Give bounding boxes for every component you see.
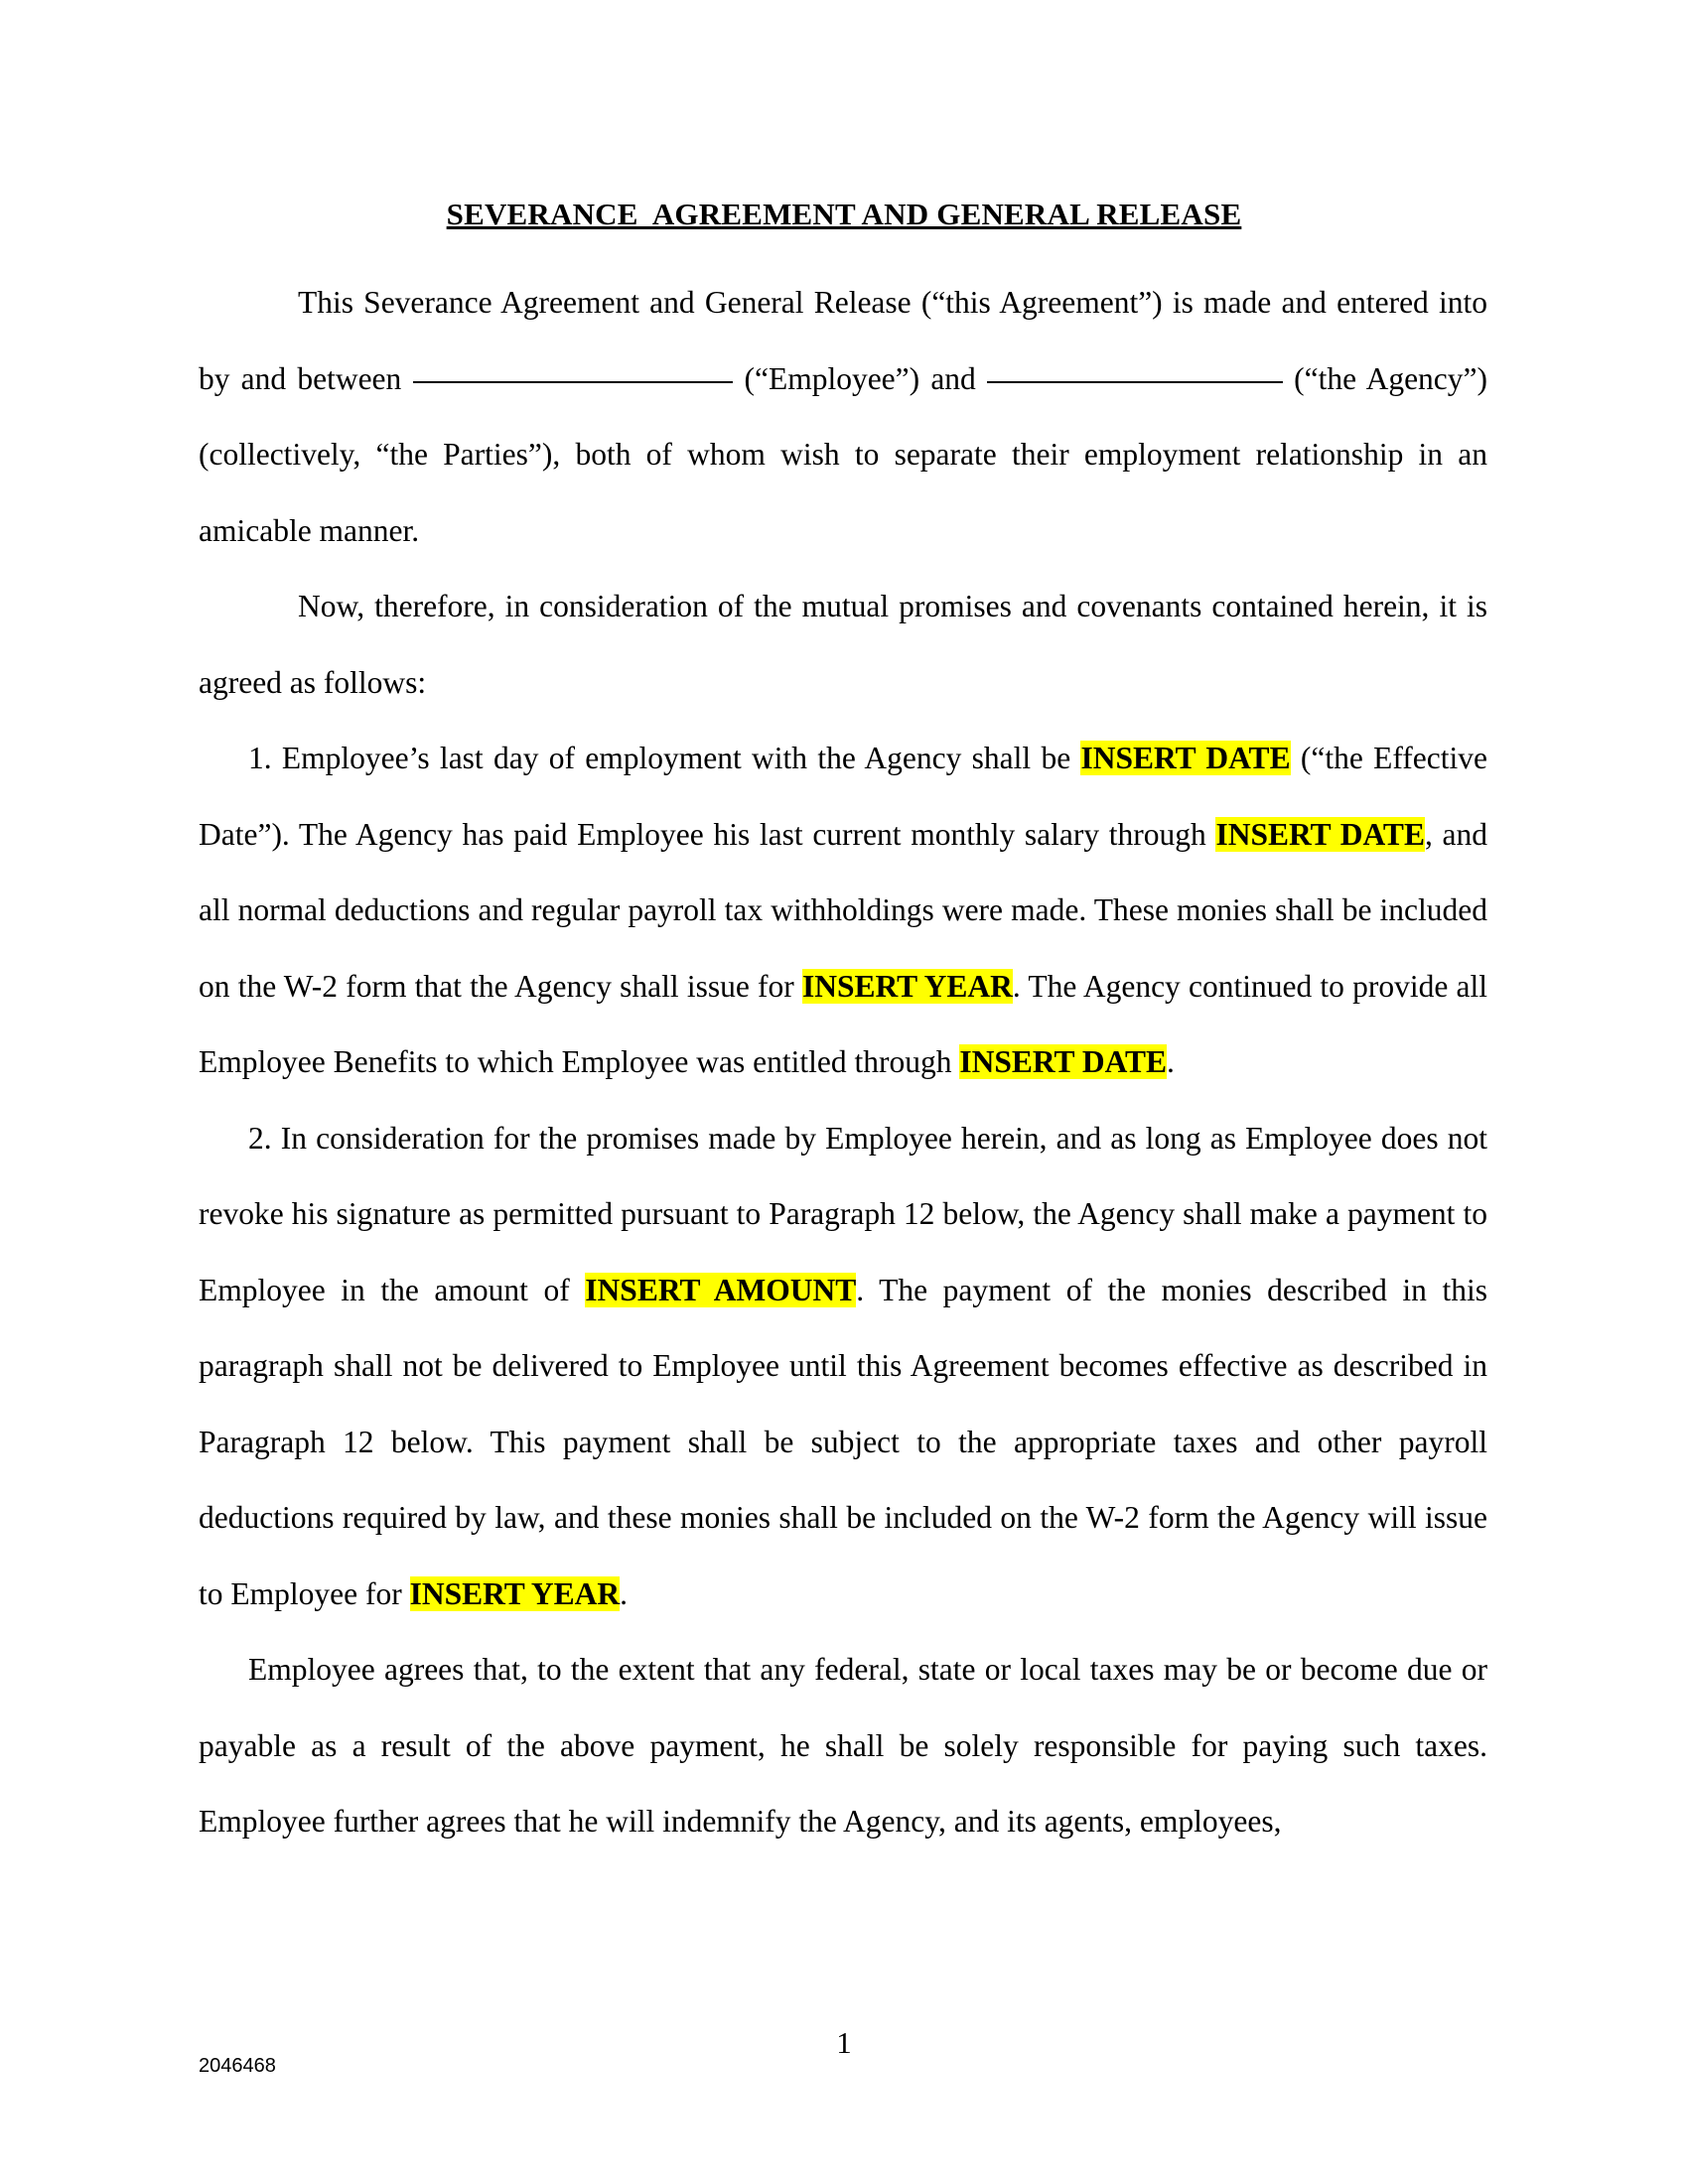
employee-name-blank: [413, 380, 733, 383]
intro-text-2: (“Employee”) and: [744, 360, 976, 396]
intro-paragraph: [199, 265, 1487, 569]
insert-date-placeholder: INSERT DATE: [959, 1044, 1168, 1079]
insert-year-placeholder: INSERT YEAR: [409, 1575, 621, 1611]
page-number: 1: [836, 2025, 852, 2060]
paragraph-2: [199, 1101, 1487, 1633]
para1-text-2: (“the Effective Date”). The Agency has paid Employee his last current monthly salary through: [199, 741, 1487, 852]
agency-name-blank: [987, 380, 1283, 383]
intro-text-1: This Severance Agreement and General Release (“this Agreement”) is made and entered into by and between: [199, 285, 1487, 396]
document-id: 2046468: [199, 2055, 276, 2077]
insert-date-placeholder: INSERT DATE: [1080, 741, 1291, 775]
paragraph-3: Employee agrees that, to the extent that any federal, state or local taxes may be or become due or payable as a result of the above payment, he shall be solely responsible for paying such taxes. Employee further agrees that he will indemnify the Agency, and its agents, employees,: [199, 1652, 1487, 1839]
paragraph-1: [199, 721, 1487, 1101]
para1-text-5: .: [1167, 1044, 1175, 1079]
para1-text-1: 1. Employee’s last day of employment with the Agency shall be: [248, 741, 1071, 775]
insert-amount-placeholder: INSERT AMOUNT: [585, 1272, 857, 1307]
para2-text-3: .: [620, 1575, 629, 1611]
insert-year-placeholder: INSERT YEAR: [802, 968, 1013, 1004]
insert-date-placeholder: INSERT DATE: [1215, 816, 1425, 852]
para1-text-4: . The Agency continued to provide all Employee Benefits to which Employee was entitled through: [199, 968, 1487, 1079]
now-therefore-paragraph: Now, therefore, in consideration of the mutual promises and covenants contained herein, it is agreed as follows:: [199, 589, 1487, 700]
document-title: SEVERANCE AGREEMENT AND GENERAL RELEASE: [446, 197, 1242, 231]
para1-text-3: , and all normal deductions and regular payroll tax withholdings were made. These monies shall be included on the W-2 form that the Agency shall issue for: [199, 816, 1487, 1004]
intro-text-3: (“the Agency”) (collectively, “the Parties”), both of whom wish to separate their employment relationship in an amicable manner.: [199, 360, 1488, 548]
para2-text-1: 2. In consideration for the promises made by Employee herein, and as long as Employee does not revoke his signature as permitted pursuant to Paragraph 12 below, the Agency shall make a payment to Employee in the amount of: [199, 1120, 1487, 1307]
document-body: [199, 265, 1487, 1860]
para2-text-2: . The payment of the monies described in this paragraph shall not be delivered to Employee until this Agreement becomes effective as described in Paragraph 12 below. This payment shall be subject to the appropriate taxes and other payroll deductions required by law, and these monies shall be included on the W-2 form the Agency will issue to Employee for: [199, 1272, 1488, 1611]
